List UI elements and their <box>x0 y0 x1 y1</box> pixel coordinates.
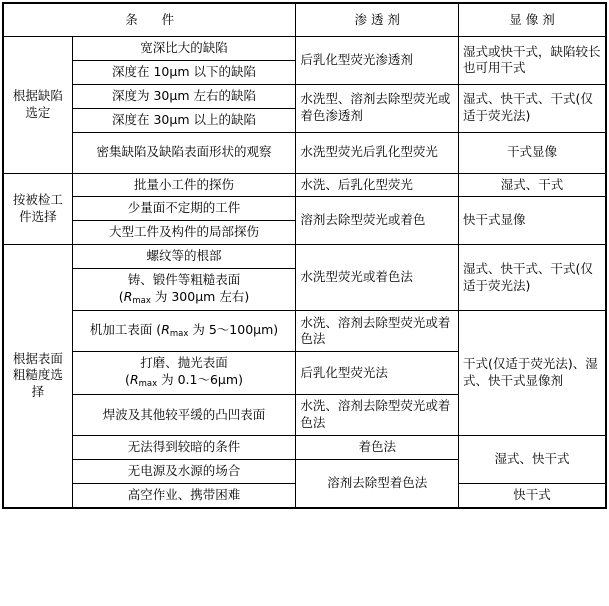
condition-cell: 螺纹等的根部 <box>72 245 296 269</box>
developer-cell: 湿式、快干式 <box>459 435 606 483</box>
developer-cell: 快干式显像 <box>459 197 606 245</box>
penetrant-cell: 水洗型荧光或着色法 <box>296 245 459 311</box>
developer-cell: 湿式或快干式，缺陷较长也可用干式 <box>459 37 606 85</box>
group-label-line: 件选择 <box>19 208 57 224</box>
condition-cell: 宽深比大的缺陷 <box>72 37 296 61</box>
penetrant-cell: 溶剂去除型荧光或着色 <box>296 197 459 245</box>
penetrant-cell: 水洗、溶剂去除型荧光或着色法 <box>296 394 459 435</box>
developer-cell: 湿式、快干式、干式(仅适于荧光法) <box>459 245 606 311</box>
group-label-line: 粗糙度选 <box>12 367 63 383</box>
condition-cell: 机加工表面 ($R_{max}$ 为 5～100μm) <box>72 311 296 352</box>
penetrant-cell: 水洗型、溶剂去除型荧光或着色渗透剂 <box>296 84 459 132</box>
condition-cell: 无法得到较暗的条件 <box>72 435 296 459</box>
document-page <box>0 2 609 606</box>
condition-cell: 大型工件及构件的局部探伤 <box>72 221 296 245</box>
group-label-line: 根据缺陷 <box>12 87 63 103</box>
group-label-workpiece <box>3 173 72 245</box>
condition-line: 打磨、抛光表面 <box>140 355 228 371</box>
condition-line: ($R_{max}$ 为 0.1～6μm) <box>125 372 243 390</box>
condition-line: ($R_{max}$ 为 300μm 左右) <box>118 288 250 306</box>
group-label-line: 按被检工 <box>12 191 63 207</box>
developer-cell: 湿式、干式 <box>459 173 606 197</box>
group-label-line: 根据表面 <box>12 350 63 366</box>
table-row <box>3 132 606 173</box>
table-row <box>3 435 606 459</box>
condition-cell: 深度为 30μm 左右的缺陷 <box>72 84 296 108</box>
condition-line: 铸、锻件等粗糙表面 <box>127 272 241 287</box>
condition-cell: 深度在 10μm 以下的缺陷 <box>72 60 296 84</box>
condition-cell: 无电源及水源的场合 <box>72 459 296 483</box>
developer-cell: 湿式、快干式、干式(仅适于荧光法) <box>459 84 606 132</box>
table-row <box>3 311 606 352</box>
condition-cell: 焊波及其他较平缓的凸凹表面 <box>72 394 296 435</box>
penetrant-cell: 着色法 <box>296 435 459 459</box>
table-row <box>3 173 606 197</box>
group-label-defect <box>3 37 72 174</box>
penetrant-cell: 后乳化型荧光渗透剂 <box>296 37 459 85</box>
penetrant-cell: 后乳化型荧光法 <box>296 352 459 394</box>
developer-cell: 干式显像 <box>459 132 606 173</box>
table-header-row <box>3 3 606 37</box>
header-condition <box>3 3 296 37</box>
selection-guide-table <box>2 2 607 509</box>
penetrant-cell: 水洗、后乳化型荧光 <box>296 173 459 197</box>
penetrant-cell: 溶剂去除型着色法 <box>296 459 459 507</box>
condition-cell: 少量面不定期的工件 <box>72 197 296 221</box>
header-developer: 显 像 剂 <box>459 3 606 37</box>
developer-cell: 快干式 <box>459 483 606 507</box>
group-label-line: 择 <box>31 384 45 400</box>
penetrant-cell: 水洗型荧光后乳化型荧光 <box>296 132 459 173</box>
table-row <box>3 84 606 108</box>
penetrant-cell: 水洗、溶剂去除型荧光或着色法 <box>296 311 459 352</box>
condition-cell: 高空作业、携带困难 <box>72 483 296 507</box>
header-condition-label: 条 件 <box>125 11 185 27</box>
condition-cell: 深度在 30μm 以上的缺陷 <box>72 108 296 132</box>
condition-cell <box>72 269 296 311</box>
condition-cell: 密集缺陷及缺陷表面形状的观察 <box>72 132 296 173</box>
group-label-roughness <box>3 245 72 508</box>
developer-cell: 干式(仅适于荧光法)、湿式、快干式显像剂 <box>459 311 606 435</box>
table-row <box>3 245 606 269</box>
header-penetrant: 渗 透 剂 <box>296 3 459 37</box>
group-label-line: 选定 <box>25 104 51 120</box>
condition-cell: 批量小工件的探伤 <box>72 173 296 197</box>
condition-cell <box>72 352 296 394</box>
table-row <box>3 37 606 61</box>
table-row <box>3 197 606 221</box>
